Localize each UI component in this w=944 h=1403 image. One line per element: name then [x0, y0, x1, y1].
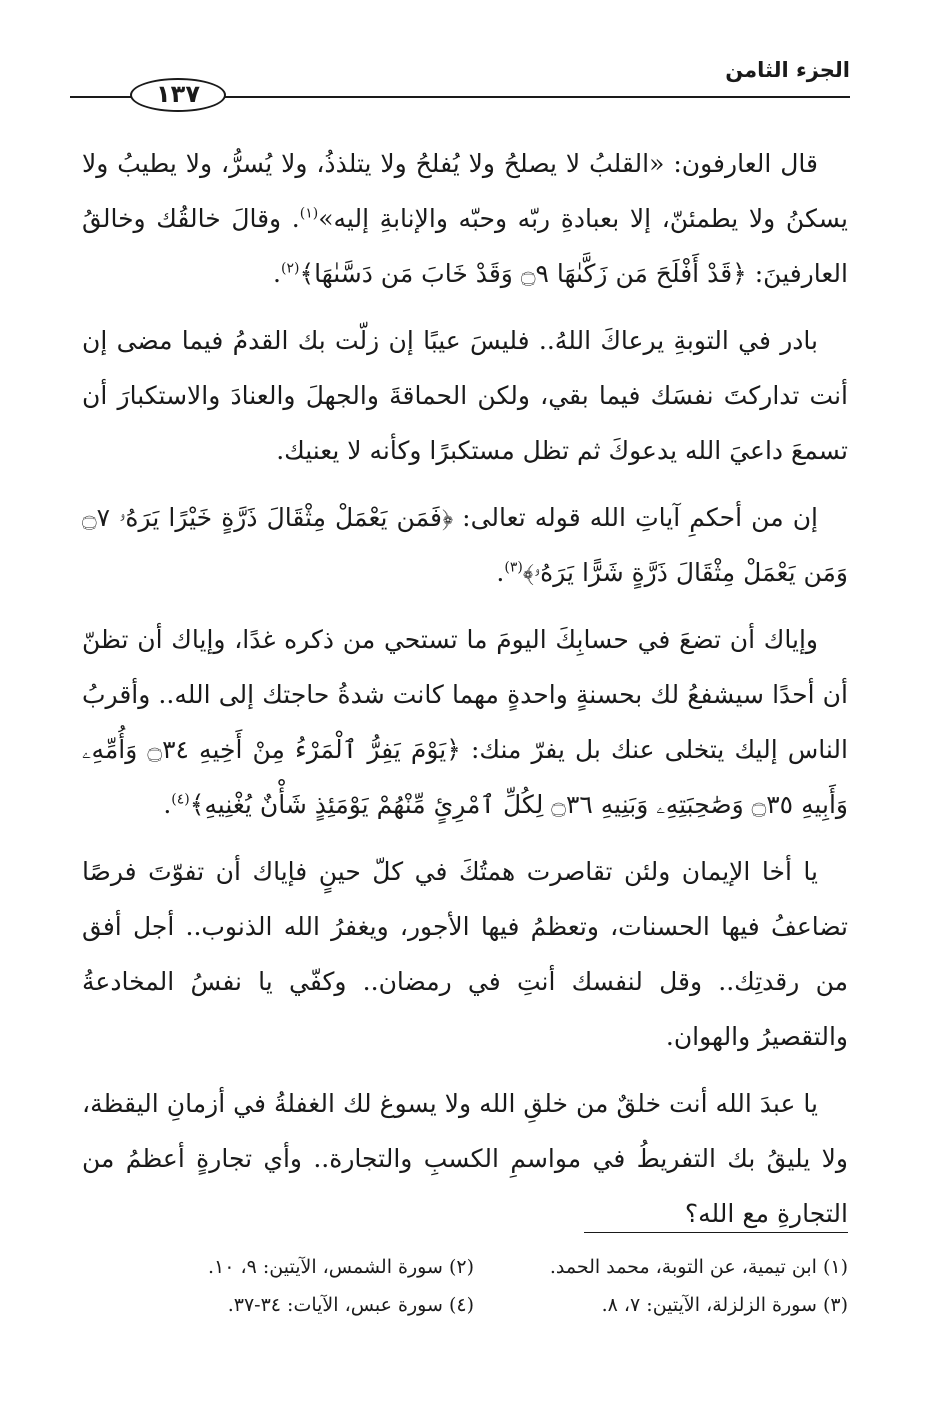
- paragraph-text: يا أخا الإيمان ولئن تقاصرت همتُكَ في كلّ حينٍ فإياك أن تفوّتَ فرصًا تضاعفُ فيها الحسنات، وتعظمُ فيها الأجور، ويغفرُ الله الذنوب.. أجل أفق من رقدتِك.. وقل لنفسك أنتِ في رمضان.. وكفّي يا نفسُ المخادعةُ والتقصيرُ والهوان.: [82, 857, 848, 1051]
- paragraph-text: يا عبدَ الله أنت خلقٌ من خلقِ الله ولا يسوغ لك الغفلةُ في أزمانِ اليقظة، ولا يليقُ بك التفريطُ في مواسمِ الكسبِ والتجارة.. وأي تجارةٍ أعظمُ من التجارةِ مع الله؟: [82, 1089, 848, 1228]
- paragraph-4: [82, 612, 848, 832]
- footnote-ref-1: (١): [299, 205, 319, 222]
- footnote-ref-2: (٢): [280, 260, 300, 277]
- paragraph-text: .: [496, 558, 505, 587]
- paragraph-text: .: [163, 790, 172, 819]
- paragraph-text: بادر في التوبةِ يرعاكَ اللهُ.. فليسَ عيبًا إن زلّت بك القدمُ فيما مضى إن أنت تداركتَ نفسَك فيما بقي، ولكن الحماقةَ والجهلَ والعنادَ والاستكبارَ أن تسمعَ داعيَ الله يدعوكَ ثم تظل مستكبرًا وكأنه لا يعنيك.: [82, 326, 848, 465]
- page-number: ١٣٧: [130, 78, 226, 112]
- paragraph-5: [82, 844, 848, 1064]
- footnote-rule: [584, 1232, 848, 1233]
- footnote-ref-4: (٤): [171, 791, 190, 808]
- footnote-4: (٤) سورة عبس، الآيات: ٣٤-٣٧.: [227, 1294, 474, 1316]
- running-head: الجزء الثامن: [725, 58, 850, 82]
- footnote-1: (١) ابن تيمية، عن التوبة، محمد الحمد.: [549, 1256, 848, 1278]
- footnote-ref-3: (٣): [504, 559, 523, 576]
- paragraph-2: [82, 313, 848, 478]
- footnote-row: [100, 1286, 848, 1324]
- paragraph-text: .: [273, 259, 281, 288]
- paragraph-3: [82, 490, 848, 600]
- paragraph-text: وإياك أن تضعَ في حسابِكَ اليومَ ما تستحي من ذكره غدًا، وإياك أن تظنّ أن أحدًا سيشفعُ لك بحسنةٍ واحدةٍ مهما كانت شدةُ حاجتك إلى الله.. وأقربُ الناس إليك يتخلى عنك بل يفرّ منك: ﴿يَوْمَ يَفِرُّ ٱلْمَرْءُ مِنْ أَخِيهِ ۝٣٤ وَأُمِّهِۦ وَأَبِيهِ ۝٣٥ وَصَٰحِبَتِهِۦ وَبَنِيهِ ۝٣٦ لِكُلِّ ٱمْرِئٍ مِّنْهُمْ يَوْمَئِذٍ شَأْنٌ يُغْنِيهِ﴾: [82, 625, 848, 819]
- page-header: [70, 58, 850, 108]
- footnotes: [100, 1248, 848, 1324]
- body-text: [82, 136, 848, 1253]
- footnote-2: (٢) سورة الشمس، الآيتين: ٩، ١٠.: [207, 1256, 474, 1278]
- paragraph-text: إن من أحكمِ آياتِ الله قوله تعالى: ﴿فَمَن يَعْمَلْ مِثْقَالَ ذَرَّةٍ خَيْرًا يَرَهُۥ ۝٧ وَمَن يَعْمَلْ مِثْقَالَ ذَرَّةٍ شَرًّا يَرَهُۥ﴾: [82, 503, 848, 587]
- paragraph-text: . وقالَ خالقُك وخالقُ العارفينَ: ﴿قَدْ أَفْلَحَ مَن زَكَّىٰهَا ۝٩ وَقَدْ خَابَ مَن دَسَّىٰهَا﴾: [82, 204, 848, 288]
- footnote-3: (٣) سورة الزلزلة، الآيتين: ٧، ٨.: [601, 1294, 848, 1316]
- paragraph-6: [82, 1076, 848, 1241]
- paragraph-1: [82, 136, 848, 301]
- footnote-row: [100, 1248, 848, 1286]
- paragraph-text: قال العارفون: «القلبُ لا يصلحُ ولا يُفلحُ ولا يتلذذُ، ولا يُسرُّ، ولا يطيبُ ولا يسكنُ ولا يطمئنّ، إلا بعبادةِ ربّه وحبّه والإنابةِ إليه»: [82, 149, 849, 233]
